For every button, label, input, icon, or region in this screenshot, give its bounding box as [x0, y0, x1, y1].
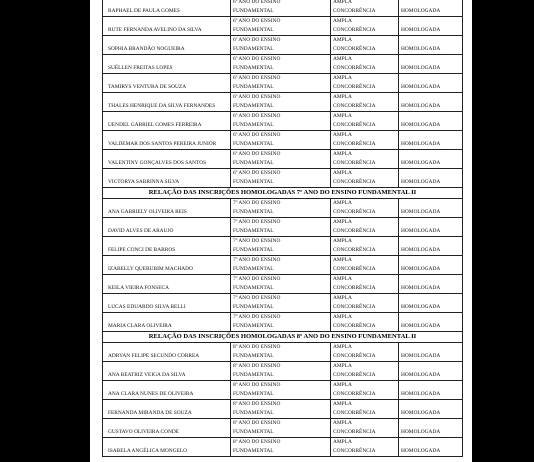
course-level: FUNDAMENTAL: [233, 122, 274, 128]
student-name: ADRYAN FELIPE SECUNDO CORREA: [103, 343, 231, 362]
table-row: [103, 362, 463, 381]
competition-type-line1: AMPLA: [333, 401, 352, 407]
course-level: FUNDAMENTAL: [233, 410, 274, 416]
competition-type-line2: CONCORRÊNCIA: [333, 46, 376, 52]
competition-type-cell: [331, 0, 399, 17]
student-name: FERNANDA MIRANDA DE SOUZA: [103, 400, 231, 419]
table-row: [103, 199, 463, 218]
table-row: [103, 237, 463, 256]
course-grade: 8º ANO DO ENSINO: [233, 439, 281, 445]
section-title: RELAÇÃO DAS INSCRIÇÕES HOMOLOGADAS 7º ANO DO ENSINO FUNDAMENTAL II: [103, 188, 463, 199]
status-cell: HOMOLOGADA: [399, 218, 463, 237]
table-row: [103, 150, 463, 169]
competition-type-line1: AMPLA: [333, 314, 352, 320]
course-level: FUNDAMENTAL: [233, 285, 274, 291]
student-name: LUCAS EDUARDO SILVA BELLI: [103, 294, 231, 313]
table-row: [103, 400, 463, 419]
course-grade: 8º ANO DO ENSINO: [233, 401, 281, 407]
table-row: [103, 93, 463, 112]
student-name: VALENTINY GONÇALVES DOS SANTOS: [103, 150, 231, 169]
table-row: [103, 275, 463, 294]
competition-type-cell: [331, 275, 399, 294]
table-row: [103, 313, 463, 332]
course-grade: 6º ANO DO ENSINO: [233, 94, 281, 100]
competition-type-cell: [331, 256, 399, 275]
course-level: FUNDAMENTAL: [233, 353, 274, 359]
status-cell: HOMOLOGADA: [399, 343, 463, 362]
table-row: [103, 74, 463, 93]
competition-type-cell: [331, 199, 399, 218]
course-cell: [231, 438, 331, 457]
competition-type-line2: CONCORRÊNCIA: [333, 103, 376, 109]
student-name: ANA GABRIELY OLIVEIRA REIS: [103, 199, 231, 218]
competition-type-line1: AMPLA: [333, 132, 352, 138]
course-cell: [231, 381, 331, 400]
course-grade: 6º ANO DO ENSINO: [233, 132, 281, 138]
status-cell: HOMOLOGADA: [399, 313, 463, 332]
competition-type-cell: [331, 131, 399, 150]
table-row: [103, 218, 463, 237]
competition-type-line2: CONCORRÊNCIA: [333, 84, 376, 90]
status-cell: HOMOLOGADA: [399, 400, 463, 419]
course-level: FUNDAMENTAL: [233, 27, 274, 33]
competition-type-line2: CONCORRÊNCIA: [333, 391, 376, 397]
status-cell: HOMOLOGADA: [399, 93, 463, 112]
course-grade: 7º ANO DO ENSINO: [233, 276, 281, 282]
course-grade: 7º ANO DO ENSINO: [233, 238, 281, 244]
table-row: [103, 343, 463, 362]
student-name: IZABELLY QUERUBIM MACHADO: [103, 256, 231, 275]
course-cell: [231, 313, 331, 332]
status-cell: HOMOLOGADA: [399, 419, 463, 438]
status-cell: HOMOLOGADA: [399, 199, 463, 218]
student-name: ANA BEATRIZ VEIGA DA SILVA: [103, 362, 231, 381]
student-name: FELIPE CONCI DE BARROS: [103, 237, 231, 256]
course-level: FUNDAMENTAL: [233, 323, 274, 329]
course-level: FUNDAMENTAL: [233, 448, 274, 454]
course-level: FUNDAMENTAL: [233, 46, 274, 52]
table-row: [103, 256, 463, 275]
course-grade: 8º ANO DO ENSINO: [233, 344, 281, 350]
student-name: MARIA CLARA OLIVEIRA: [103, 313, 231, 332]
competition-type-cell: [331, 55, 399, 74]
course-cell: [231, 131, 331, 150]
course-level: FUNDAMENTAL: [233, 247, 274, 253]
course-cell: [231, 150, 331, 169]
course-cell: [231, 275, 331, 294]
competition-type-line1: AMPLA: [333, 94, 352, 100]
competition-type-line2: CONCORRÊNCIA: [333, 160, 376, 166]
competition-type-line1: AMPLA: [333, 0, 352, 5]
table-row: [103, 131, 463, 150]
course-level: FUNDAMENTAL: [233, 8, 274, 14]
table-row: [103, 17, 463, 36]
student-name: GUSTAVO OLIVEIRA CONDE: [103, 419, 231, 438]
competition-type-line2: CONCORRÊNCIA: [333, 304, 376, 310]
student-name: TAMIRYS VENTURA DE SOUZA: [103, 74, 231, 93]
competition-type-line1: AMPLA: [333, 151, 352, 157]
status-cell: HOMOLOGADA: [399, 131, 463, 150]
student-name: SOPHIA BRANDÃO NOGUEIRA: [103, 36, 231, 55]
section-title: RELAÇÃO DAS INSCRIÇÕES HOMOLOGADAS 8º ANO DO ENSINO FUNDAMENTAL II: [103, 332, 463, 343]
status-cell: HOMOLOGADA: [399, 17, 463, 36]
competition-type-line2: CONCORRÊNCIA: [333, 122, 376, 128]
competition-type-line1: AMPLA: [333, 439, 352, 445]
competition-type-cell: [331, 112, 399, 131]
competition-type-cell: [331, 36, 399, 55]
status-cell: HOMOLOGADA: [399, 74, 463, 93]
competition-type-line1: AMPLA: [333, 295, 352, 301]
course-level: FUNDAMENTAL: [233, 84, 274, 90]
competition-type-line1: AMPLA: [333, 238, 352, 244]
course-level: FUNDAMENTAL: [233, 304, 274, 310]
competition-type-cell: [331, 218, 399, 237]
course-grade: 7º ANO DO ENSINO: [233, 219, 281, 225]
course-cell: [231, 343, 331, 362]
competition-type-cell: [331, 381, 399, 400]
course-level: FUNDAMENTAL: [233, 65, 274, 71]
course-cell: [231, 55, 331, 74]
status-cell: HOMOLOGADA: [399, 294, 463, 313]
course-cell: [231, 17, 331, 36]
course-cell: [231, 237, 331, 256]
course-grade: 6º ANO DO ENSINO: [233, 37, 281, 43]
course-grade: 6º ANO DO ENSINO: [233, 151, 281, 157]
competition-type-line1: AMPLA: [333, 200, 352, 206]
competition-type-cell: [331, 343, 399, 362]
section-header-row: [103, 332, 463, 343]
competition-type-line1: AMPLA: [333, 276, 352, 282]
student-name: RAPHAEL DE PAULA GOMES: [103, 0, 231, 17]
table-row: [103, 438, 463, 457]
table-row: [103, 419, 463, 438]
competition-type-line2: CONCORRÊNCIA: [333, 429, 376, 435]
enrollment-table: [102, 0, 463, 457]
competition-type-line1: AMPLA: [333, 363, 352, 369]
course-cell: [231, 400, 331, 419]
student-name: RUTE FERNANDA AVELINO DA SILVA: [103, 17, 231, 36]
course-cell: [231, 74, 331, 93]
student-name: DAVID ALVES DE ARAUJO: [103, 218, 231, 237]
competition-type-line2: CONCORRÊNCIA: [333, 448, 376, 454]
course-grade: 7º ANO DO ENSINO: [233, 314, 281, 320]
student-name: SUÉLLEN FREITAS LOPES: [103, 55, 231, 74]
competition-type-line2: CONCORRÊNCIA: [333, 323, 376, 329]
status-cell: HOMOLOGADA: [399, 381, 463, 400]
competition-type-cell: [331, 93, 399, 112]
course-grade: 6º ANO DO ENSINO: [233, 170, 281, 176]
competition-type-line2: CONCORRÊNCIA: [333, 247, 376, 253]
student-name: VALDEMAR DOS SANTOS PEREIRA JUNIOR: [103, 131, 231, 150]
competition-type-line2: CONCORRÊNCIA: [333, 27, 376, 33]
competition-type-line1: AMPLA: [333, 219, 352, 225]
student-name: VICTORYA SABRINNA SILVA: [103, 169, 231, 188]
course-grade: 7º ANO DO ENSINO: [233, 257, 281, 263]
status-cell: HOMOLOGADA: [399, 237, 463, 256]
status-cell: HOMOLOGADA: [399, 36, 463, 55]
course-cell: [231, 169, 331, 188]
course-grade: 6º ANO DO ENSINO: [233, 0, 281, 5]
student-name: UENDEL GABRIEL GOMES FERREIRA: [103, 112, 231, 131]
competition-type-cell: [331, 74, 399, 93]
course-grade: 7º ANO DO ENSINO: [233, 200, 281, 206]
course-grade: 6º ANO DO ENSINO: [233, 56, 281, 62]
competition-type-line2: CONCORRÊNCIA: [333, 266, 376, 272]
competition-type-line2: CONCORRÊNCIA: [333, 65, 376, 71]
table-row: [103, 36, 463, 55]
competition-type-line2: CONCORRÊNCIA: [333, 209, 376, 215]
status-cell: HOMOLOGADA: [399, 0, 463, 17]
table-row: [103, 381, 463, 400]
course-cell: [231, 218, 331, 237]
competition-type-line1: AMPLA: [333, 18, 352, 24]
course-cell: [231, 419, 331, 438]
course-cell: [231, 112, 331, 131]
status-cell: HOMOLOGADA: [399, 55, 463, 74]
course-level: FUNDAMENTAL: [233, 391, 274, 397]
student-name: KEILA VIEIRA FONSECA: [103, 275, 231, 294]
course-cell: [231, 0, 331, 17]
course-level: FUNDAMENTAL: [233, 160, 274, 166]
course-cell: [231, 294, 331, 313]
competition-type-cell: [331, 438, 399, 457]
course-level: FUNDAMENTAL: [233, 372, 274, 378]
competition-type-line1: AMPLA: [333, 113, 352, 119]
status-cell: HOMOLOGADA: [399, 150, 463, 169]
document-page: [90, 0, 472, 462]
competition-type-line2: CONCORRÊNCIA: [333, 285, 376, 291]
competition-type-line2: CONCORRÊNCIA: [333, 372, 376, 378]
status-cell: HOMOLOGADA: [399, 256, 463, 275]
competition-type-line1: AMPLA: [333, 56, 352, 62]
status-cell: HOMOLOGADA: [399, 275, 463, 294]
course-level: FUNDAMENTAL: [233, 103, 274, 109]
competition-type-cell: [331, 237, 399, 256]
competition-type-cell: [331, 294, 399, 313]
status-cell: HOMOLOGADA: [399, 438, 463, 457]
course-cell: [231, 362, 331, 381]
competition-type-cell: [331, 169, 399, 188]
course-grade: 7º ANO DO ENSINO: [233, 295, 281, 301]
course-grade: 8º ANO DO ENSINO: [233, 420, 281, 426]
competition-type-cell: [331, 17, 399, 36]
status-cell: HOMOLOGADA: [399, 362, 463, 381]
course-grade: 6º ANO DO ENSINO: [233, 113, 281, 119]
competition-type-line1: AMPLA: [333, 170, 352, 176]
table-row: [103, 112, 463, 131]
student-name: ANA CLARA NUNES DE OLIVEIRA: [103, 381, 231, 400]
course-level: FUNDAMENTAL: [233, 429, 274, 435]
competition-type-line1: AMPLA: [333, 257, 352, 263]
competition-type-cell: [331, 400, 399, 419]
section-header-row: [103, 188, 463, 199]
course-level: FUNDAMENTAL: [233, 228, 274, 234]
competition-type-line2: CONCORRÊNCIA: [333, 410, 376, 416]
competition-type-line2: CONCORRÊNCIA: [333, 353, 376, 359]
competition-type-line2: CONCORRÊNCIA: [333, 8, 376, 14]
student-name: ISABELA ANGÉLICA MONGELO: [103, 438, 231, 457]
course-level: FUNDAMENTAL: [233, 179, 274, 185]
competition-type-cell: [331, 419, 399, 438]
competition-type-cell: [331, 313, 399, 332]
student-name: THALES HENRIQUE DA SILVA FERNANDES: [103, 93, 231, 112]
course-grade: 6º ANO DO ENSINO: [233, 18, 281, 24]
course-level: FUNDAMENTAL: [233, 209, 274, 215]
competition-type-line2: CONCORRÊNCIA: [333, 141, 376, 147]
course-level: FUNDAMENTAL: [233, 266, 274, 272]
course-cell: [231, 199, 331, 218]
competition-type-line1: AMPLA: [333, 75, 352, 81]
table-row: [103, 0, 463, 17]
competition-type-line1: AMPLA: [333, 37, 352, 43]
course-grade: 8º ANO DO ENSINO: [233, 363, 281, 369]
course-cell: [231, 93, 331, 112]
competition-type-line1: AMPLA: [333, 344, 352, 350]
course-cell: [231, 256, 331, 275]
competition-type-line2: CONCORRÊNCIA: [333, 228, 376, 234]
competition-type-line1: AMPLA: [333, 420, 352, 426]
status-cell: HOMOLOGADA: [399, 169, 463, 188]
table-row: [103, 294, 463, 313]
status-cell: HOMOLOGADA: [399, 112, 463, 131]
table-row: [103, 55, 463, 74]
course-level: FUNDAMENTAL: [233, 141, 274, 147]
competition-type-line2: CONCORRÊNCIA: [333, 179, 376, 185]
competition-type-line1: AMPLA: [333, 382, 352, 388]
table-row: [103, 169, 463, 188]
competition-type-cell: [331, 362, 399, 381]
course-grade: 6º ANO DO ENSINO: [233, 75, 281, 81]
competition-type-cell: [331, 150, 399, 169]
course-grade: 8º ANO DO ENSINO: [233, 382, 281, 388]
table-body: [103, 0, 463, 457]
course-cell: [231, 36, 331, 55]
